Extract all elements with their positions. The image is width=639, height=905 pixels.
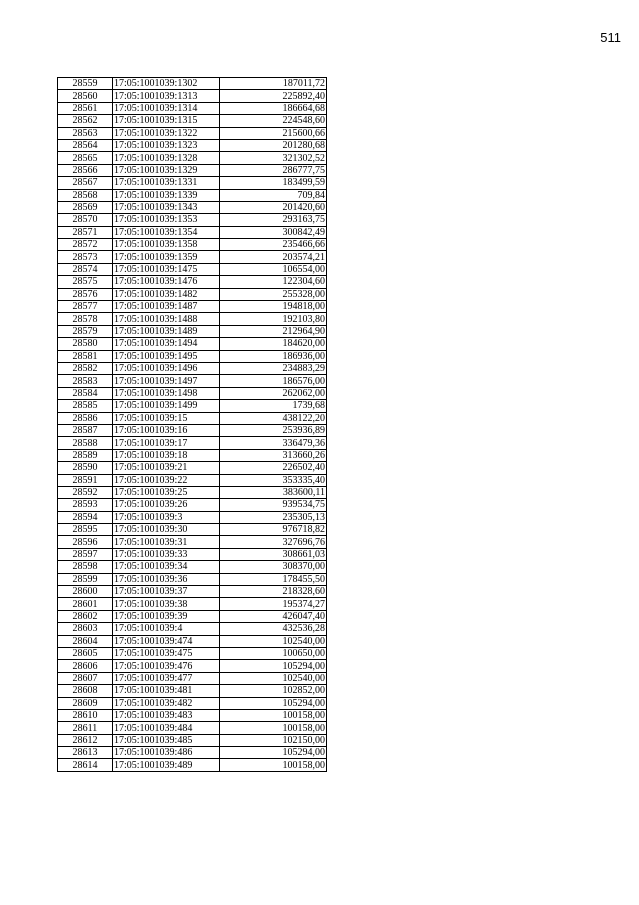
cadastral-number-cell: 17:05:1001039:1314: [113, 102, 220, 114]
value-cell: 308661,03: [220, 548, 327, 560]
table-row: [58, 623, 327, 635]
value-cell: 235466,66: [220, 239, 327, 251]
row-number-cell: 28582: [58, 362, 113, 374]
row-number-cell: 28584: [58, 387, 113, 399]
table-row: [58, 226, 327, 238]
row-number-cell: 28607: [58, 672, 113, 684]
value-cell: 183499,59: [220, 177, 327, 189]
value-cell: 939534,75: [220, 499, 327, 511]
value-cell: 262062,00: [220, 387, 327, 399]
table-row: [58, 424, 327, 436]
cadastral-number-cell: 17:05:1001039:1482: [113, 288, 220, 300]
value-cell: 293163,75: [220, 214, 327, 226]
row-number-cell: 28594: [58, 511, 113, 523]
cadastral-number-cell: 17:05:1001039:1328: [113, 152, 220, 164]
table-row: [58, 734, 327, 746]
table-row: [58, 685, 327, 697]
row-number-cell: 28611: [58, 722, 113, 734]
table-row: [58, 511, 327, 523]
cadastral-number-cell: 17:05:1001039:482: [113, 697, 220, 709]
table-row: [58, 660, 327, 672]
row-number-cell: 28596: [58, 536, 113, 548]
cadastral-number-cell: 17:05:1001039:1313: [113, 90, 220, 102]
row-number-cell: 28579: [58, 325, 113, 337]
row-number-cell: 28563: [58, 127, 113, 139]
cadastral-number-cell: 17:05:1001039:1495: [113, 350, 220, 362]
table-row: [58, 400, 327, 412]
table-row: [58, 313, 327, 325]
value-cell: 286777,75: [220, 164, 327, 176]
table-row: [58, 90, 327, 102]
table-row: [58, 152, 327, 164]
value-cell: 327696,76: [220, 536, 327, 548]
table-row: [58, 350, 327, 362]
cadastral-number-cell: 17:05:1001039:1359: [113, 251, 220, 263]
value-cell: 122304,60: [220, 276, 327, 288]
row-number-cell: 28595: [58, 524, 113, 536]
cadastral-number-cell: 17:05:1001039:1488: [113, 313, 220, 325]
table-row: [58, 586, 327, 598]
table-row: [58, 239, 327, 251]
table-row: [58, 276, 327, 288]
row-number-cell: 28565: [58, 152, 113, 164]
table-row: [58, 561, 327, 573]
table-row: [58, 115, 327, 127]
cadastral-number-cell: 17:05:1001039:484: [113, 722, 220, 734]
value-cell: 321302,52: [220, 152, 327, 164]
value-cell: 187011,72: [220, 78, 327, 90]
row-number-cell: 28576: [58, 288, 113, 300]
value-cell: 105294,00: [220, 697, 327, 709]
row-number-cell: 28592: [58, 486, 113, 498]
row-number-cell: 28599: [58, 573, 113, 585]
cadastral-number-cell: 17:05:1001039:38: [113, 598, 220, 610]
cadastral-number-cell: 17:05:1001039:37: [113, 586, 220, 598]
table-row: [58, 486, 327, 498]
value-cell: 201280,68: [220, 139, 327, 151]
row-number-cell: 28609: [58, 697, 113, 709]
cadastral-number-cell: 17:05:1001039:16: [113, 424, 220, 436]
row-number-cell: 28613: [58, 747, 113, 759]
row-number-cell: 28581: [58, 350, 113, 362]
table-row: [58, 747, 327, 759]
value-cell: 102852,00: [220, 685, 327, 697]
table-row: [58, 127, 327, 139]
row-number-cell: 28588: [58, 437, 113, 449]
cadastral-number-cell: 17:05:1001039:1475: [113, 263, 220, 275]
value-cell: 709,84: [220, 189, 327, 201]
row-number-cell: 28559: [58, 78, 113, 90]
row-number-cell: 28612: [58, 734, 113, 746]
cadastral-number-cell: 17:05:1001039:1353: [113, 214, 220, 226]
value-cell: 215600,66: [220, 127, 327, 139]
row-number-cell: 28580: [58, 338, 113, 350]
row-number-cell: 28601: [58, 598, 113, 610]
row-number-cell: 28583: [58, 375, 113, 387]
cadastral-number-cell: 17:05:1001039:1331: [113, 177, 220, 189]
row-number-cell: 28586: [58, 412, 113, 424]
value-cell: 186576,00: [220, 375, 327, 387]
row-number-cell: 28567: [58, 177, 113, 189]
row-number-cell: 28603: [58, 623, 113, 635]
value-cell: 100158,00: [220, 709, 327, 721]
row-number-cell: 28606: [58, 660, 113, 672]
value-cell: 336479,36: [220, 437, 327, 449]
table-row: [58, 610, 327, 622]
row-number-cell: 28575: [58, 276, 113, 288]
row-number-cell: 28590: [58, 462, 113, 474]
value-cell: 105294,00: [220, 660, 327, 672]
table-row: [58, 759, 327, 771]
cadastral-number-cell: 17:05:1001039:1499: [113, 400, 220, 412]
cadastral-number-cell: 17:05:1001039:1329: [113, 164, 220, 176]
row-number-cell: 28569: [58, 201, 113, 213]
row-number-cell: 28585: [58, 400, 113, 412]
table-row: [58, 78, 327, 90]
table-row: [58, 536, 327, 548]
row-number-cell: 28566: [58, 164, 113, 176]
table-row: [58, 189, 327, 201]
cadastral-number-cell: 17:05:1001039:1302: [113, 78, 220, 90]
value-cell: 976718,82: [220, 524, 327, 536]
table-row: [58, 722, 327, 734]
table-body: [58, 78, 327, 772]
value-cell: 184620,00: [220, 338, 327, 350]
value-cell: 1739,68: [220, 400, 327, 412]
value-cell: 100158,00: [220, 759, 327, 771]
row-number-cell: 28574: [58, 263, 113, 275]
cadastral-number-cell: 17:05:1001039:485: [113, 734, 220, 746]
table-row: [58, 524, 327, 536]
value-cell: 100158,00: [220, 722, 327, 734]
cadastral-number-cell: 17:05:1001039:486: [113, 747, 220, 759]
table-row: [58, 412, 327, 424]
cadastral-number-cell: 17:05:1001039:1358: [113, 239, 220, 251]
value-cell: 102540,00: [220, 672, 327, 684]
value-cell: 201420,60: [220, 201, 327, 213]
row-number-cell: 28561: [58, 102, 113, 114]
cadastral-number-cell: 17:05:1001039:474: [113, 635, 220, 647]
table-row: [58, 102, 327, 114]
cadastral-number-cell: 17:05:1001039:1354: [113, 226, 220, 238]
value-cell: 438122,20: [220, 412, 327, 424]
value-cell: 218328,60: [220, 586, 327, 598]
row-number-cell: 28605: [58, 647, 113, 659]
table-row: [58, 263, 327, 275]
table-row: [58, 288, 327, 300]
row-number-cell: 28570: [58, 214, 113, 226]
value-cell: 383600,11: [220, 486, 327, 498]
cadastral-number-cell: 17:05:1001039:481: [113, 685, 220, 697]
table-row: [58, 387, 327, 399]
table-row: [58, 301, 327, 313]
row-number-cell: 28598: [58, 561, 113, 573]
cadastral-number-cell: 17:05:1001039:1498: [113, 387, 220, 399]
cadastral-number-cell: 17:05:1001039:18: [113, 449, 220, 461]
cadastral-number-cell: 17:05:1001039:1476: [113, 276, 220, 288]
value-cell: 194818,00: [220, 301, 327, 313]
value-cell: 353335,40: [220, 474, 327, 486]
cadastral-number-cell: 17:05:1001039:1487: [113, 301, 220, 313]
table-row: [58, 709, 327, 721]
row-number-cell: 28568: [58, 189, 113, 201]
row-number-cell: 28571: [58, 226, 113, 238]
cadastral-number-cell: 17:05:1001039:1343: [113, 201, 220, 213]
cadastral-number-cell: 17:05:1001039:34: [113, 561, 220, 573]
value-cell: 192103,80: [220, 313, 327, 325]
row-number-cell: 28597: [58, 548, 113, 560]
cadastral-number-cell: 17:05:1001039:33: [113, 548, 220, 560]
row-number-cell: 28577: [58, 301, 113, 313]
value-cell: 308370,00: [220, 561, 327, 573]
row-number-cell: 28602: [58, 610, 113, 622]
row-number-cell: 28564: [58, 139, 113, 151]
value-cell: 106554,00: [220, 263, 327, 275]
cadastral-number-cell: 17:05:1001039:3: [113, 511, 220, 523]
table-row: [58, 462, 327, 474]
table-row: [58, 672, 327, 684]
table-row: [58, 697, 327, 709]
value-cell: 300842,49: [220, 226, 327, 238]
row-number-cell: 28604: [58, 635, 113, 647]
cadastral-number-cell: 17:05:1001039:25: [113, 486, 220, 498]
table-row: [58, 214, 327, 226]
value-cell: 186664,68: [220, 102, 327, 114]
cadastral-number-cell: 17:05:1001039:17: [113, 437, 220, 449]
value-cell: 432536,28: [220, 623, 327, 635]
cadastral-number-cell: 17:05:1001039:476: [113, 660, 220, 672]
value-cell: 178455,50: [220, 573, 327, 585]
table-row: [58, 437, 327, 449]
row-number-cell: 28578: [58, 313, 113, 325]
value-cell: 105294,00: [220, 747, 327, 759]
table-row: [58, 177, 327, 189]
cadastral-number-cell: 17:05:1001039:36: [113, 573, 220, 585]
table-row: [58, 548, 327, 560]
cadastral-number-cell: 17:05:1001039:475: [113, 647, 220, 659]
table-row: [58, 325, 327, 337]
table-row: [58, 375, 327, 387]
table-row: [58, 598, 327, 610]
row-number-cell: 28614: [58, 759, 113, 771]
cadastral-number-cell: 17:05:1001039:26: [113, 499, 220, 511]
row-number-cell: 28587: [58, 424, 113, 436]
row-number-cell: 28589: [58, 449, 113, 461]
table-row: [58, 573, 327, 585]
table-row: [58, 164, 327, 176]
value-cell: 224548,60: [220, 115, 327, 127]
cadastral-number-cell: 17:05:1001039:1322: [113, 127, 220, 139]
cadastral-number-cell: 17:05:1001039:21: [113, 462, 220, 474]
table-row: [58, 338, 327, 350]
value-cell: 102150,00: [220, 734, 327, 746]
value-cell: 212964,90: [220, 325, 327, 337]
row-number-cell: 28572: [58, 239, 113, 251]
cadastral-number-cell: 17:05:1001039:483: [113, 709, 220, 721]
row-number-cell: 28610: [58, 709, 113, 721]
page-number: 511: [600, 30, 621, 45]
cadastral-number-cell: 17:05:1001039:30: [113, 524, 220, 536]
row-number-cell: 28608: [58, 685, 113, 697]
cadastral-number-cell: 17:05:1001039:15: [113, 412, 220, 424]
value-cell: 225892,40: [220, 90, 327, 102]
table-row: [58, 647, 327, 659]
cadastral-number-cell: 17:05:1001039:1497: [113, 375, 220, 387]
table-row: [58, 362, 327, 374]
cadastral-number-cell: 17:05:1001039:31: [113, 536, 220, 548]
cadastral-number-cell: 17:05:1001039:4: [113, 623, 220, 635]
cadastral-number-cell: 17:05:1001039:1489: [113, 325, 220, 337]
row-number-cell: 28591: [58, 474, 113, 486]
cadastral-number-cell: 17:05:1001039:1496: [113, 362, 220, 374]
row-number-cell: 28600: [58, 586, 113, 598]
cadastral-number-cell: 17:05:1001039:39: [113, 610, 220, 622]
value-cell: 186936,00: [220, 350, 327, 362]
table-row: [58, 251, 327, 263]
value-cell: 226502,40: [220, 462, 327, 474]
row-number-cell: 28560: [58, 90, 113, 102]
value-cell: 102540,00: [220, 635, 327, 647]
cadastral-number-cell: 17:05:1001039:1494: [113, 338, 220, 350]
cadastral-number-cell: 17:05:1001039:22: [113, 474, 220, 486]
value-cell: 100650,00: [220, 647, 327, 659]
table-row: [58, 201, 327, 213]
cadastral-number-cell: 17:05:1001039:489: [113, 759, 220, 771]
table-row: [58, 139, 327, 151]
value-cell: 255328,00: [220, 288, 327, 300]
cadastral-value-table: [57, 77, 327, 772]
value-cell: 253936,89: [220, 424, 327, 436]
value-cell: 313660,26: [220, 449, 327, 461]
row-number-cell: 28562: [58, 115, 113, 127]
table-row: [58, 474, 327, 486]
row-number-cell: 28593: [58, 499, 113, 511]
value-cell: 203574,21: [220, 251, 327, 263]
cadastral-number-cell: 17:05:1001039:1339: [113, 189, 220, 201]
table-row: [58, 499, 327, 511]
row-number-cell: 28573: [58, 251, 113, 263]
value-cell: 426047,40: [220, 610, 327, 622]
value-cell: 234883,29: [220, 362, 327, 374]
value-cell: 195374,27: [220, 598, 327, 610]
value-cell: 235305,13: [220, 511, 327, 523]
cadastral-number-cell: 17:05:1001039:1323: [113, 139, 220, 151]
cadastral-number-cell: 17:05:1001039:1315: [113, 115, 220, 127]
table-row: [58, 635, 327, 647]
table-row: [58, 449, 327, 461]
cadastral-number-cell: 17:05:1001039:477: [113, 672, 220, 684]
